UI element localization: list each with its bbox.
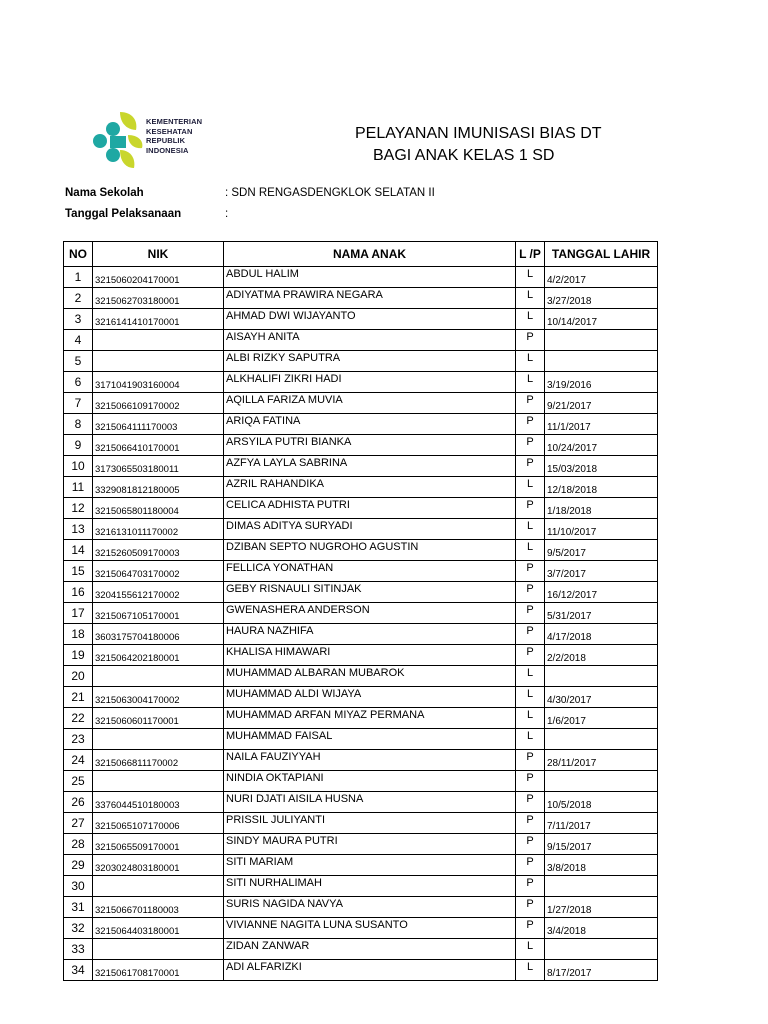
cell-no: 5 (64, 351, 93, 372)
cell-nama: AZRIL RAHANDIKA (224, 477, 516, 498)
cell-tanggal-lahir (545, 876, 658, 897)
cell-nama: FELLICA YONATHAN (224, 561, 516, 582)
cell-no: 17 (64, 603, 93, 624)
cell-nik: 3215063004170002 (93, 687, 224, 708)
cell-nama: ALBI RIZKY SAPUTRA (224, 351, 516, 372)
cell-nik (93, 666, 224, 687)
school-info-row (65, 187, 435, 199)
cell-lp: P (516, 897, 545, 918)
cell-tanggal-lahir: 1/18/2018 (545, 498, 658, 519)
table-row (64, 666, 658, 687)
table-body (64, 267, 658, 981)
cell-no: 12 (64, 498, 93, 519)
table-row (64, 519, 658, 540)
cell-nik (93, 876, 224, 897)
school-value: : SDN RENGASDENGKLOK SELATAN II (225, 187, 435, 199)
cell-no: 6 (64, 372, 93, 393)
cell-nama: SINDY MAURA PUTRI (224, 834, 516, 855)
cell-nik (93, 771, 224, 792)
cell-nama: MUHAMMAD ALDI WIJAYA (224, 687, 516, 708)
cell-nik: 3215064202180001 (93, 645, 224, 666)
table-row (64, 456, 658, 477)
table-row (64, 645, 658, 666)
cell-tanggal-lahir: 7/11/2017 (545, 813, 658, 834)
cell-no: 3 (64, 309, 93, 330)
table-row (64, 561, 658, 582)
table-row (64, 435, 658, 456)
cell-lp: P (516, 855, 545, 876)
table-row (64, 876, 658, 897)
table-row (64, 582, 658, 603)
cell-no: 1 (64, 267, 93, 288)
cell-nama: AQILLA FARIZA MUVIA (224, 393, 516, 414)
cell-tanggal-lahir (545, 729, 658, 750)
cell-tanggal-lahir: 4/2/2017 (545, 267, 658, 288)
cell-tanggal-lahir: 9/5/2017 (545, 540, 658, 561)
cell-nama: ABDUL HALIM (224, 267, 516, 288)
cell-nik: 3215060601170001 (93, 708, 224, 729)
table-row (64, 960, 658, 981)
cell-nik: 3215061708170001 (93, 960, 224, 981)
table-row (64, 708, 658, 729)
cell-tanggal-lahir: 3/8/2018 (545, 855, 658, 876)
cell-nama: GWENASHERA ANDERSON (224, 603, 516, 624)
cell-nik: 3215064703170002 (93, 561, 224, 582)
table-row (64, 330, 658, 351)
header-no: NO (64, 242, 93, 267)
cell-no: 33 (64, 939, 93, 960)
cell-nik (93, 939, 224, 960)
cell-lp: P (516, 792, 545, 813)
cell-tanggal-lahir: 16/12/2017 (545, 582, 658, 603)
cell-tanggal-lahir: 10/24/2017 (545, 435, 658, 456)
cell-nik: 3215066701180003 (93, 897, 224, 918)
cell-lp: L (516, 960, 545, 981)
table-row (64, 939, 658, 960)
cell-lp: P (516, 582, 545, 603)
cell-lp: P (516, 603, 545, 624)
cell-nama: AISAYH ANITA (224, 330, 516, 351)
cell-nik (93, 330, 224, 351)
cell-nama: AHMAD DWI WIJAYANTO (224, 309, 516, 330)
table-row (64, 288, 658, 309)
cell-tanggal-lahir: 3/4/2018 (545, 918, 658, 939)
header-nik: NIK (93, 242, 224, 267)
cell-tanggal-lahir: 8/17/2017 (545, 960, 658, 981)
cell-no: 20 (64, 666, 93, 687)
cell-nama: DIMAS ADITYA SURYADI (224, 519, 516, 540)
cell-nama: ADI ALFARIZKI (224, 960, 516, 981)
cell-lp: L (516, 351, 545, 372)
cell-nik: 3215064111170003 (93, 414, 224, 435)
cell-nik: 3603175704180006 (93, 624, 224, 645)
cell-lp: P (516, 624, 545, 645)
cell-lp: P (516, 435, 545, 456)
cell-no: 26 (64, 792, 93, 813)
cell-nama: AZFYA LAYLA SABRINA (224, 456, 516, 477)
header-tanggal-lahir: TANGGAL LAHIR (545, 242, 658, 267)
cell-tanggal-lahir: 15/03/2018 (545, 456, 658, 477)
table-row (64, 540, 658, 561)
cell-no: 7 (64, 393, 93, 414)
cell-no: 23 (64, 729, 93, 750)
cell-no: 16 (64, 582, 93, 603)
ministry-logo-text: KEMENTERIAN KESEHATAN REPUBLIK INDONESIA (146, 117, 203, 155)
cell-lp: L (516, 729, 545, 750)
student-table (63, 241, 658, 981)
header-lp: L /P (516, 242, 545, 267)
cell-nik: 3215066109170002 (93, 393, 224, 414)
cell-nik: 3215065801180004 (93, 498, 224, 519)
cell-nama: ADIYATMA PRAWIRA NEGARA (224, 288, 516, 309)
ministry-logo (90, 108, 220, 172)
cell-nik (93, 729, 224, 750)
cell-nama: MUHAMMAD ALBARAN MUBAROK (224, 666, 516, 687)
cell-nik: 3215260509170003 (93, 540, 224, 561)
cell-tanggal-lahir: 3/7/2017 (545, 561, 658, 582)
cell-nama: NINDIA OKTAPIANI (224, 771, 516, 792)
cell-no: 30 (64, 876, 93, 897)
cell-lp: L (516, 939, 545, 960)
cell-no: 19 (64, 645, 93, 666)
ministry-logo-mark-icon (90, 108, 146, 172)
cell-no: 13 (64, 519, 93, 540)
cell-lp: P (516, 330, 545, 351)
table-row (64, 687, 658, 708)
cell-lp: P (516, 414, 545, 435)
date-info-row (65, 208, 228, 220)
cell-nik: 3376044510180003 (93, 792, 224, 813)
cell-nik: 3203024803180001 (93, 855, 224, 876)
cell-no: 28 (64, 834, 93, 855)
cell-no: 31 (64, 897, 93, 918)
cell-tanggal-lahir: 11/1/2017 (545, 414, 658, 435)
cell-tanggal-lahir (545, 666, 658, 687)
cell-lp: P (516, 498, 545, 519)
table-row (64, 750, 658, 771)
cell-tanggal-lahir: 3/27/2018 (545, 288, 658, 309)
cell-no: 2 (64, 288, 93, 309)
cell-lp: L (516, 708, 545, 729)
cell-nik: 3204155612170002 (93, 582, 224, 603)
cell-nik: 3215067105170001 (93, 603, 224, 624)
cell-nik: 3329081812180005 (93, 477, 224, 498)
cell-tanggal-lahir: 28/11/2017 (545, 750, 658, 771)
cell-no: 9 (64, 435, 93, 456)
cell-no: 18 (64, 624, 93, 645)
cell-no: 8 (64, 414, 93, 435)
cell-tanggal-lahir: 1/6/2017 (545, 708, 658, 729)
cell-nik: 3215065509170001 (93, 834, 224, 855)
cell-no: 22 (64, 708, 93, 729)
cell-nik: 3171041903160004 (93, 372, 224, 393)
cell-tanggal-lahir: 12/18/2018 (545, 477, 658, 498)
cell-nik: 3215066811170002 (93, 750, 224, 771)
cell-no: 10 (64, 456, 93, 477)
cell-nama: SITI MARIAM (224, 855, 516, 876)
cell-tanggal-lahir: 3/19/2016 (545, 372, 658, 393)
cell-nama: MUHAMMAD FAISAL (224, 729, 516, 750)
cell-nama: VIVIANNE NAGITA LUNA SUSANTO (224, 918, 516, 939)
cell-no: 27 (64, 813, 93, 834)
table-row (64, 309, 658, 330)
table-row (64, 477, 658, 498)
cell-nama: GEBY RISNAULI SITINJAK (224, 582, 516, 603)
cell-lp: L (516, 540, 545, 561)
cell-tanggal-lahir: 9/21/2017 (545, 393, 658, 414)
cell-lp: P (516, 834, 545, 855)
school-label: Nama Sekolah (65, 187, 144, 199)
cell-nik: 3216141410170001 (93, 309, 224, 330)
cell-lp: L (516, 477, 545, 498)
cell-nama: ZIDAN ZANWAR (224, 939, 516, 960)
cell-lp: P (516, 456, 545, 477)
cell-nik: 3215066410170001 (93, 435, 224, 456)
cell-no: 34 (64, 960, 93, 981)
cell-lp: P (516, 813, 545, 834)
cell-nik: 3173065503180011 (93, 456, 224, 477)
cell-lp: P (516, 393, 545, 414)
table-row (64, 792, 658, 813)
cell-nik: 3215062703180001 (93, 288, 224, 309)
cell-lp: L (516, 288, 545, 309)
cell-nama: SITI NURHALIMAH (224, 876, 516, 897)
title-line-1: PELAYANAN IMUNISASI BIAS DT (355, 125, 602, 142)
table-row (64, 918, 658, 939)
cell-nama: ALKHALIFI ZIKRI HADI (224, 372, 516, 393)
cell-lp: L (516, 267, 545, 288)
table-row (64, 414, 658, 435)
cell-lp: P (516, 561, 545, 582)
table-row (64, 855, 658, 876)
header-nama: NAMA ANAK (224, 242, 516, 267)
table-row (64, 813, 658, 834)
cell-no: 14 (64, 540, 93, 561)
cell-tanggal-lahir (545, 351, 658, 372)
table-row (64, 372, 658, 393)
table-row (64, 351, 658, 372)
cell-lp: L (516, 519, 545, 540)
cell-lp: P (516, 918, 545, 939)
table-header-row (64, 242, 658, 267)
cell-no: 11 (64, 477, 93, 498)
cell-tanggal-lahir (545, 330, 658, 351)
cell-tanggal-lahir: 4/30/2017 (545, 687, 658, 708)
cell-lp: L (516, 687, 545, 708)
table-row (64, 834, 658, 855)
cell-tanggal-lahir: 10/5/2018 (545, 792, 658, 813)
cell-no: 15 (64, 561, 93, 582)
cell-nama: ARSYILA PUTRI BIANKA (224, 435, 516, 456)
date-value: : (225, 208, 229, 220)
cell-lp: P (516, 750, 545, 771)
cell-nama: DZIBAN SEPTO NUGROHO AGUSTIN (224, 540, 516, 561)
cell-nama: HAURA NAZHIFA (224, 624, 516, 645)
cell-nama: SURIS NAGIDA NAVYA (224, 897, 516, 918)
cell-tanggal-lahir: 1/27/2018 (545, 897, 658, 918)
cell-nama: CELICA ADHISTA PUTRI (224, 498, 516, 519)
table-row (64, 267, 658, 288)
cell-lp: L (516, 309, 545, 330)
title-line-2: BAGI ANAK KELAS 1 SD (373, 147, 555, 164)
cell-tanggal-lahir (545, 771, 658, 792)
cell-lp: P (516, 771, 545, 792)
cell-no: 24 (64, 750, 93, 771)
table-row (64, 498, 658, 519)
cell-nama: PRISSIL JULIYANTI (224, 813, 516, 834)
cell-nama: ARIQA FATINA (224, 414, 516, 435)
cell-no: 32 (64, 918, 93, 939)
cell-no: 4 (64, 330, 93, 351)
cell-nama: KHALISA HIMAWARI (224, 645, 516, 666)
cell-tanggal-lahir: 9/15/2017 (545, 834, 658, 855)
table-row (64, 393, 658, 414)
date-label: Tanggal Pelaksanaan (65, 208, 182, 220)
table-row (64, 603, 658, 624)
cell-tanggal-lahir (545, 939, 658, 960)
cell-tanggal-lahir: 4/17/2018 (545, 624, 658, 645)
cell-no: 21 (64, 687, 93, 708)
cell-lp: L (516, 372, 545, 393)
cell-no: 25 (64, 771, 93, 792)
cell-nik: 3215060204170001 (93, 267, 224, 288)
cell-nik: 3216131011170002 (93, 519, 224, 540)
table-row (64, 771, 658, 792)
cell-lp: L (516, 666, 545, 687)
cell-nik: 3215065107170006 (93, 813, 224, 834)
cell-nik (93, 351, 224, 372)
cell-nik: 3215064403180001 (93, 918, 224, 939)
table-row (64, 897, 658, 918)
table-row (64, 624, 658, 645)
cell-lp: P (516, 645, 545, 666)
cell-tanggal-lahir: 11/10/2017 (545, 519, 658, 540)
cell-nama: NAILA FAUZIYYAH (224, 750, 516, 771)
cell-no: 29 (64, 855, 93, 876)
cell-tanggal-lahir: 2/2/2018 (545, 645, 658, 666)
table-row (64, 729, 658, 750)
cell-nama: NURI DJATI AISILA HUSNA (224, 792, 516, 813)
cell-tanggal-lahir: 10/14/2017 (545, 309, 658, 330)
cell-nama: MUHAMMAD ARFAN MIYAZ PERMANA (224, 708, 516, 729)
cell-lp: P (516, 876, 545, 897)
cell-tanggal-lahir: 5/31/2017 (545, 603, 658, 624)
document-title (355, 123, 602, 167)
